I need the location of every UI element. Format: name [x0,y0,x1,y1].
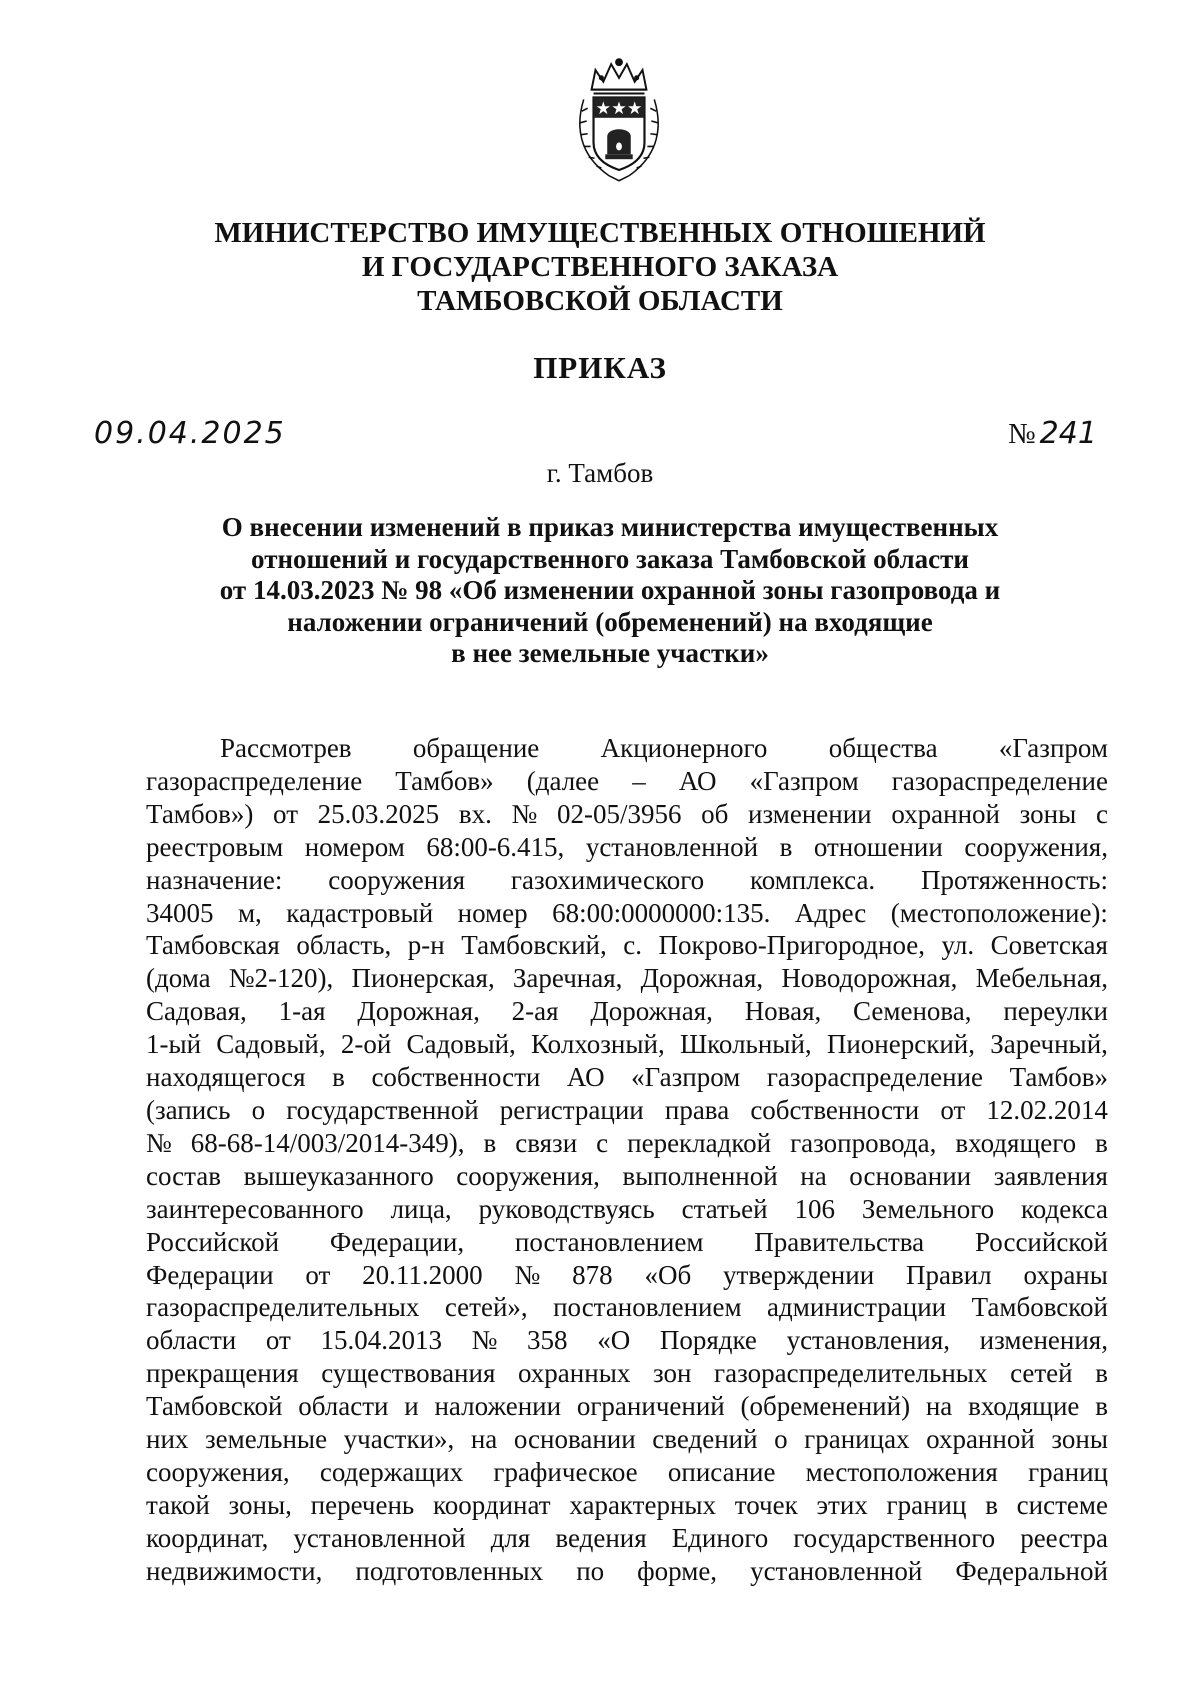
ministry-name [0,216,1200,318]
order-number [1008,416,1097,451]
body-line: Российской Федерации, постановлением Правительства Российской [146,1226,1108,1257]
body-line: назначение: сооружения газохимического комплекса. Протяженность: [146,864,1108,895]
body-line: Тамбов») от 25.03.2025 вх. № 02-05/3956 об изменении охранной зоны с [146,798,1108,829]
body-line: области от 15.04.2013 № 358 «О Порядке установления, изменения, [146,1325,1108,1356]
body-line: Тамбовская область, р-н Тамбовский, с. Покрово-Пригородное, ул. Советская [146,930,1108,961]
number-sign: № [1008,418,1036,450]
body-line: находящегося в собственности АО «Газпром газораспределение Тамбов» [146,1062,1108,1093]
title-line: О внесении изменений в приказ министерства имущественных [221,512,999,542]
title-line: отношений и государственного заказа Тамбовской области [251,543,969,574]
body-line: Рассмотрев обращение Акционерного общества «Газпром [220,733,1108,763]
tambov-coat-of-arms-icon [570,55,668,185]
order-title [180,512,1040,670]
handwritten-date: 09.04.2025 [94,416,286,451]
title-line: в нее земельные участки» [451,638,769,668]
handwritten-number: 241 [1039,416,1097,451]
body-line: сооружения, содержащих графическое описание местоположения границ [146,1456,1108,1487]
body-line: состав вышеуказанного сооружения, выполненной на основании заявления [146,1160,1108,1191]
body-line: них земельные участки», на основании сведений о границах охранной зоны [146,1424,1108,1455]
body-line: 34005 м, кадастровый номер 68:00:0000000:135. Адрес (местоположение): [146,897,1108,928]
body-line: (запись о государственной регистрации права собственности от 12.02.2014 [146,1094,1108,1125]
body-line: газораспределительных сетей», постановлением администрации Тамбовской [146,1292,1108,1323]
title-line: наложении ограничений (обременений) на входящие [287,606,933,637]
document-type: ПРИКАЗ [533,350,667,385]
body-line: прекращения существования охранных зон газораспределительных сетей в [146,1358,1108,1389]
body-line: реестровым номером 68:00-6.415, установленной в отношении сооружения, [146,831,1108,862]
body-line: (дома №2-120), Пионерская, Заречная, Дорожная, Новодорожная, Мебельная, [146,963,1108,994]
body-line: заинтересованного лица, руководствуясь статьей 106 Земельного кодекса [146,1193,1108,1224]
body-line: Федерации от 20.11.2000 № 878 «Об утверждении Правил охраны [146,1259,1108,1290]
body-line: Садовая, 1-ая Дорожная, 2-ая Дорожная, Новая, Семенова, переулки [146,996,1108,1027]
body-line: 1-ый Садовый, 2-ой Садовый, Колхозный, Школьный, Пионерский, Заречный, [146,1029,1108,1060]
ministry-line: И ГОСУДАРСТВЕННОГО ЗАКАЗА [361,251,839,283]
body-line: Тамбовской области и наложении ограничений (обременений) на входящие в [146,1391,1108,1422]
body-line: такой зоны, перечень координат характерных точек этих границ в системе [146,1489,1108,1520]
ministry-line: МИНИСТЕРСТВО ИМУЩЕСТВЕННЫХ ОТНОШЕНИЙ [214,217,986,249]
body-line: № 68-68-14/003/2014-349), в связи с перекладкой газопровода, входящего в [146,1127,1108,1158]
ministry-line: ТАМБОВСКОЙ ОБЛАСТИ [417,285,783,317]
body-line: газораспределение Тамбов» (далее – АО «Газпром газораспределение [146,765,1108,796]
body-line: координат, установленной для ведения Единого государственного реестра [146,1522,1108,1553]
body-line: недвижимости, подготовленных по форме, установленной Федеральной [146,1555,1108,1586]
title-line: от 14.03.2023 № 98 «Об изменении охранной зоны газопровода и [219,575,1001,605]
body-paragraph [146,732,1108,1588]
city-line: г. Тамбов [546,458,654,488]
